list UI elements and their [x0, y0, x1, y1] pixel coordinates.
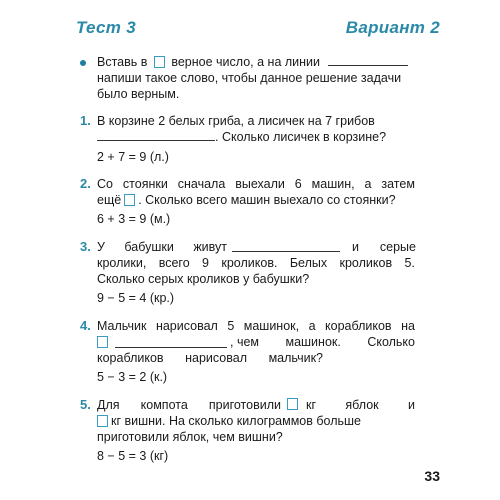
task-5-number: 5. — [80, 397, 91, 412]
word: сначала — [177, 177, 226, 191]
task-3-line-1a — [97, 240, 227, 255]
task-3-line-2 — [97, 256, 415, 271]
answer-line[interactable] — [115, 338, 227, 348]
word: Мальчик — [97, 319, 147, 333]
task-4-line-3 — [97, 351, 323, 366]
task-5-line-1b — [306, 398, 415, 413]
instruction-text-1b: верное число, а на линии — [171, 55, 321, 69]
task-5-answer: 8 − 5 = 3 (кг) — [97, 449, 169, 463]
word: машинок. — [285, 335, 341, 349]
word: Со — [97, 177, 113, 191]
word: и — [408, 398, 415, 412]
task-3-line-3: Сколько серых кроликов у бабушки? — [97, 272, 310, 286]
word: нарисовал — [155, 319, 218, 333]
task-1-line-1: В корзине 2 белых гриба, а лисичек на 7 грибов — [97, 114, 375, 128]
word: , чем — [230, 335, 260, 349]
task-2-text-2b: . Сколько всего машин выехало со стоянки? — [138, 193, 396, 207]
word: Сколько — [367, 335, 415, 349]
task-3-line-1b — [352, 240, 416, 255]
word: серые — [379, 240, 416, 254]
word: кроликов. — [221, 256, 278, 270]
word: кг — [306, 398, 317, 412]
word: корабликов — [325, 319, 392, 333]
page-number: 33 — [424, 468, 440, 484]
word: затем — [381, 177, 415, 191]
task-2-line-2 — [97, 193, 396, 208]
task-1-line-2 — [97, 130, 386, 145]
task-5-line-2 — [97, 414, 361, 429]
instruction-text-3: было верным. — [97, 87, 180, 101]
word: кролики, — [97, 256, 147, 270]
answer-box[interactable] — [287, 398, 298, 410]
answer-box[interactable] — [154, 56, 165, 68]
instruction-line-1 — [97, 55, 408, 70]
word: бабушки — [124, 240, 174, 254]
task-4-line-2 — [230, 335, 415, 350]
word: 5 — [227, 319, 235, 333]
answer-line[interactable] — [97, 131, 215, 141]
task-5-text-2: кг вишни. На сколько килограммов больше — [111, 414, 361, 428]
word: мальчик? — [268, 351, 323, 365]
word: компота — [140, 398, 188, 412]
word: и — [352, 240, 359, 254]
word: У — [97, 240, 105, 254]
word: машин, — [311, 177, 355, 191]
word: Для — [97, 398, 120, 412]
word: приготовили — [208, 398, 281, 412]
task-4-answer: 5 − 3 = 2 (к.) — [97, 370, 168, 384]
task-2-line-1 — [97, 177, 415, 192]
instruction-text-2: напиши такое слово, чтобы данное решение задачи — [97, 71, 402, 85]
word: 5. — [404, 256, 415, 270]
word: 9 — [202, 256, 209, 270]
word: всего — [158, 256, 190, 270]
word: нарисовал — [185, 351, 247, 365]
task-4-line-1 — [97, 319, 415, 334]
word: корабликов — [97, 351, 164, 365]
task-5-line-1a — [97, 398, 281, 413]
word: машинок, — [243, 319, 300, 333]
task-4-number: 4. — [80, 318, 91, 333]
task-2-answer: 6 + 3 = 9 (м.) — [97, 212, 171, 226]
word: Белых — [289, 256, 328, 270]
word: а — [364, 177, 372, 191]
answer-line[interactable] — [328, 56, 408, 66]
answer-line[interactable] — [232, 242, 340, 252]
word: выехали — [235, 177, 285, 191]
task-3-answer: 9 − 5 = 4 (кр.) — [97, 291, 175, 305]
word: кроликов — [339, 256, 393, 270]
task-2-text-2a: ещё — [97, 193, 122, 207]
task-1-text-2: . Сколько лисичек в корзине? — [215, 130, 387, 144]
variant-title: Вариант 2 — [345, 18, 440, 37]
word: а — [308, 319, 316, 333]
word: на — [401, 319, 415, 333]
task-3-number: 3. — [80, 239, 91, 254]
answer-box[interactable] — [124, 194, 135, 206]
word: живут — [193, 240, 227, 254]
task-1-answer: 2 + 7 = 9 (л.) — [97, 150, 169, 164]
word: 6 — [294, 177, 302, 191]
instruction-text-1a: Вставь в — [97, 55, 148, 69]
answer-box[interactable] — [97, 415, 108, 427]
task-2-number: 2. — [80, 176, 91, 191]
instruction-bullet — [80, 60, 86, 66]
task-5-line-3: приготовили яблок, чем вишни? — [97, 430, 283, 444]
answer-box[interactable] — [97, 336, 108, 348]
word: яблок — [345, 398, 379, 412]
test-title: Тест 3 — [76, 18, 136, 37]
word: стоянки — [122, 177, 168, 191]
task-1-number: 1. — [80, 113, 91, 128]
